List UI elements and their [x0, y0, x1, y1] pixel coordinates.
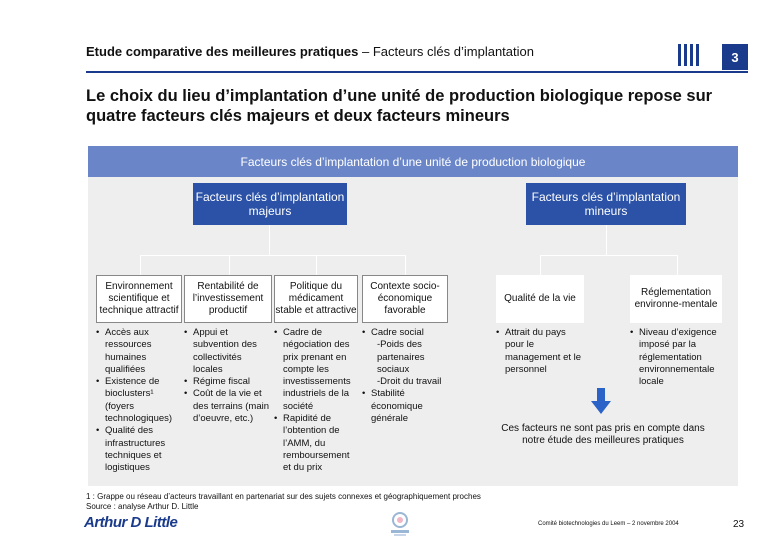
connector: [140, 255, 141, 275]
list-item: • Existence de bioclusters¹ (foyers technologiques): [96, 376, 184, 425]
connector: [540, 255, 541, 275]
bullets-drug-policy: [274, 327, 360, 475]
connector: [269, 225, 270, 255]
list-item: • Régime fiscal: [184, 376, 272, 388]
factor-box-profitability: Rentabilité de l’investissement productif: [184, 275, 272, 323]
leem-logo-icon: [385, 510, 415, 538]
list-item: • Appui et subvention des collectivités locales: [184, 327, 272, 376]
diagram-banner: Facteurs clés d’implantation d’une unité de production biologique: [88, 146, 738, 177]
list-item: • Coût de la vie et des terrains (main d’oeuvre, etc.): [184, 388, 272, 425]
connector: [140, 255, 406, 256]
list-item: • Rapidité de l’obtention de l’AMM, du remboursement et du prix: [274, 413, 360, 474]
slide-title-bold: Etude comparative des meilleures pratiques: [86, 44, 359, 59]
headline: Le choix du lieu d’implantation d’une unité de production biologique repose sur quatre facteurs clés majeurs et deux facteurs mineurs: [86, 87, 713, 125]
factor-box-quality-of-life: Qualité de la vie: [496, 275, 584, 323]
factor-box-socio-economic: Contexte socio-économique favorable: [362, 275, 448, 323]
list-item: • Qualité des infrastructures techniques et logistiques: [96, 425, 184, 474]
arthur-d-little-logo: Arthur D Little: [84, 514, 178, 531]
decorative-bars: [678, 44, 700, 66]
list-item: -Droit du travail: [377, 376, 442, 388]
list-item: • Niveau d’exigence imposé par la réglementation environnementale locale: [630, 327, 726, 388]
list-item: • Stabilité économique générale: [362, 388, 450, 425]
connector: [540, 255, 677, 256]
major-factors-label: Facteurs clés d’implantation majeurs: [193, 183, 347, 225]
footer-event: Comité biotechnologies du Leem – 2 novembre 2004: [538, 521, 679, 527]
header-divider: [86, 71, 748, 73]
list-item: • Cadre social: [362, 327, 450, 339]
slide-title: [86, 44, 534, 59]
list-item: -Poids des partenaires sociaux: [377, 339, 425, 375]
footnote-1: 1 : Grappe ou réseau d’acteurs travaillant en partenariat sur des sujets connexes et géographiquement proches: [86, 492, 481, 501]
section-number-badge: 3: [722, 44, 748, 70]
down-arrow-icon: [591, 388, 611, 414]
connector: [316, 255, 317, 275]
bullets-profitability: [184, 327, 272, 425]
connector: [677, 255, 678, 275]
bullets-quality-of-life: [496, 327, 584, 376]
source-note: Source : analyse Arthur D. Little: [86, 502, 199, 511]
page-number: 23: [733, 519, 745, 530]
connector: [405, 255, 406, 275]
connector: [229, 255, 230, 275]
factor-box-environment: Environnement scientifique et technique attractif: [96, 275, 182, 323]
slide-title-rest: – Facteurs clés d’implantation: [362, 44, 534, 59]
list-item: • Attrait du pays pour le management et le personnel: [496, 327, 584, 376]
list-item: • Accès aux ressources humaines qualifiées: [96, 327, 184, 376]
connector: [606, 225, 607, 255]
bullets-socio-economic: [362, 327, 450, 425]
factor-box-drug-policy: Politique du médicament stable et attractive: [274, 275, 358, 323]
list-item: • Cadre de négociation des prix prenant en compte les investissements industriels de la société: [274, 327, 360, 413]
minor-factors-note: Ces facteurs ne sont pas pris en compte dans notre étude des meilleures pratiques: [501, 423, 705, 446]
bullets-environment: [96, 327, 184, 475]
factor-box-environmental-regulation: Réglementation environne-mentale: [630, 275, 722, 323]
bullets-environmental-regulation: [630, 327, 726, 388]
footnotes: [86, 492, 481, 512]
minor-factors-label: Facteurs clés d’implantation mineurs: [526, 183, 686, 225]
